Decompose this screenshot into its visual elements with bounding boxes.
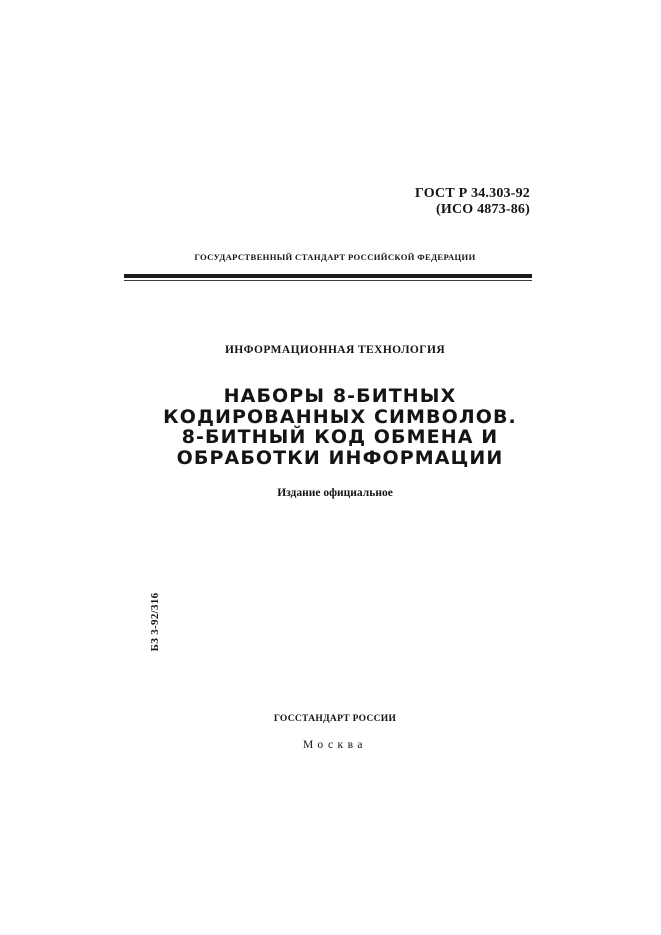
header-rule-thin	[124, 280, 532, 281]
gost-number: ГОСТ Р 34.303-92	[415, 186, 530, 201]
city: Москва	[302, 739, 368, 751]
publisher: ГОССТАНДАРТ РОССИИ	[273, 714, 397, 724]
standard-designation	[380, 186, 530, 218]
title-line: НАБОРЫ 8-БИТНЫХ	[223, 385, 457, 407]
document-title	[120, 386, 560, 468]
iso-number: (ИСО 4873-86)	[436, 202, 530, 217]
state-standard-heading: ГОСУДАРСТВЕННЫЙ СТАНДАРТ РОССИЙСКОЙ ФЕДЕРАЦИИ	[194, 252, 476, 262]
header-rule-thick	[124, 274, 532, 278]
title-line: 8-БИТНЫЙ КОД ОБМЕНА И	[181, 426, 499, 448]
subject-heading: ИНФОРМАЦИОННАЯ ТЕХНОЛОГИЯ	[224, 344, 446, 356]
title-line: КОДИРОВАННЫХ СИМВОЛОВ.	[163, 405, 517, 428]
side-code: БЗ 3-92/316	[149, 592, 161, 652]
title-line: ОБРАБОТКИ ИНФОРМАЦИИ	[176, 446, 504, 469]
edition-note: Издание официальное	[277, 487, 393, 499]
